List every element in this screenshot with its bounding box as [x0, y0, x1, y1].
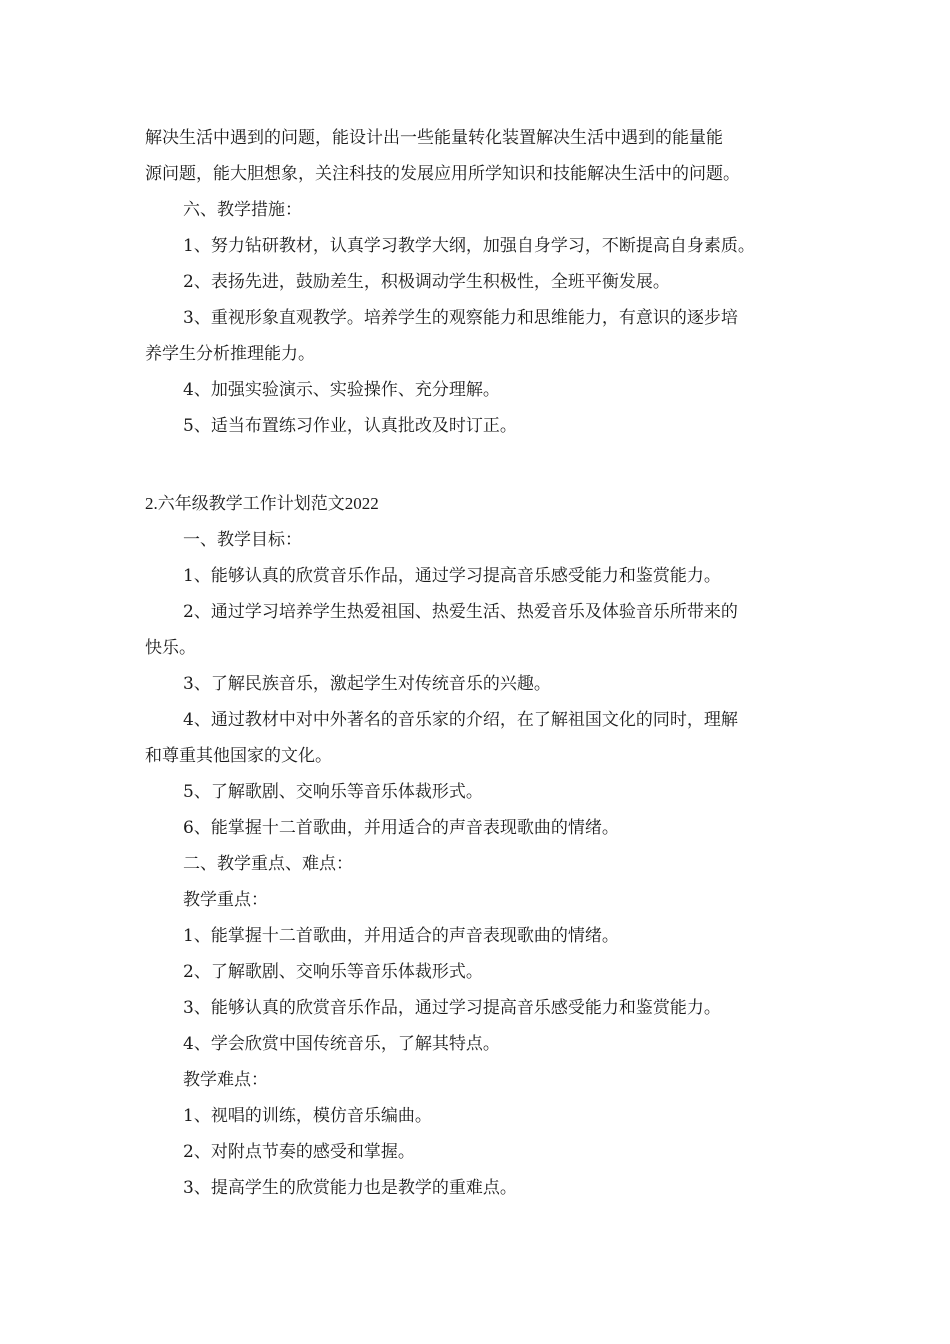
paragraph-line: 1、努力钻研教材，认真学习教学大纲，加强自身学习，不断提高自身素质。	[183, 236, 755, 256]
paragraph-line: 2、了解歌剧、交响乐等音乐体裁形式。	[183, 962, 483, 982]
paragraph-line: 六、教学措施：	[183, 200, 302, 220]
paragraph-line: 3、能够认真的欣赏音乐作品，通过学习提高音乐感受能力和鉴赏能力。	[183, 998, 721, 1018]
section-1-tail	[145, 120, 815, 444]
paragraph-line: 5、了解歌剧、交响乐等音乐体裁形式。	[183, 782, 483, 802]
paragraph-line: 二、教学重点、难点：	[183, 854, 353, 874]
paragraph-line: 6、能掌握十二首歌曲，并用适合的声音表现歌曲的情绪。	[183, 818, 619, 838]
paragraph-line: 2、通过学习培养学生热爱祖国、热爱生活、热爱音乐及体验音乐所带来的	[183, 602, 738, 622]
section-2-body	[145, 522, 815, 1206]
section-2-title: 2.六年级教学工作计划范文2022	[145, 494, 379, 513]
paragraph-line: 1、能掌握十二首歌曲，并用适合的声音表现歌曲的情绪。	[183, 926, 619, 946]
paragraph-line: 养学生分析推理能力。	[145, 344, 315, 364]
document-body	[145, 120, 815, 1206]
section-gap	[145, 444, 815, 486]
paragraph-line: 4、通过教材中对中外著名的音乐家的介绍，在了解祖国文化的同时，理解	[183, 710, 738, 730]
paragraph-line: 4、学会欣赏中国传统音乐，了解其特点。	[183, 1034, 500, 1054]
paragraph-line: 教学重点：	[183, 890, 268, 910]
paragraph-line: 1、视唱的训练，模仿音乐编曲。	[183, 1106, 432, 1126]
paragraph-line: 解决生活中遇到的问题，能设计出一些能量转化装置解决生活中遇到的能量能	[145, 128, 723, 148]
paragraph-line: 5、适当布置练习作业，认真批改及时订正。	[183, 416, 517, 436]
paragraph-line: 快乐。	[145, 638, 196, 658]
paragraph-line: 和尊重其他国家的文化。	[145, 746, 332, 766]
paragraph-line: 3、重视形象直观教学。培养学生的观察能力和思维能力，有意识的逐步培	[183, 308, 738, 328]
paragraph-line: 源问题，能大胆想象，关注科技的发展应用所学知识和技能解决生活中的问题。	[145, 164, 740, 184]
paragraph-line: 3、提高学生的欣赏能力也是教学的重难点。	[183, 1178, 517, 1198]
paragraph-line: 2、表扬先进，鼓励差生，积极调动学生积极性，全班平衡发展。	[183, 272, 670, 292]
paragraph-line: 2、对附点节奏的感受和掌握。	[183, 1142, 415, 1162]
paragraph-line: 4、加强实验演示、实验操作、充分理解。	[183, 380, 500, 400]
paragraph-line: 教学难点：	[183, 1070, 268, 1090]
paragraph-line: 一、教学目标：	[183, 530, 302, 550]
paragraph-line: 1、能够认真的欣赏音乐作品，通过学习提高音乐感受能力和鉴赏能力。	[183, 566, 721, 586]
paragraph-line: 3、了解民族音乐，激起学生对传统音乐的兴趣。	[183, 674, 551, 694]
